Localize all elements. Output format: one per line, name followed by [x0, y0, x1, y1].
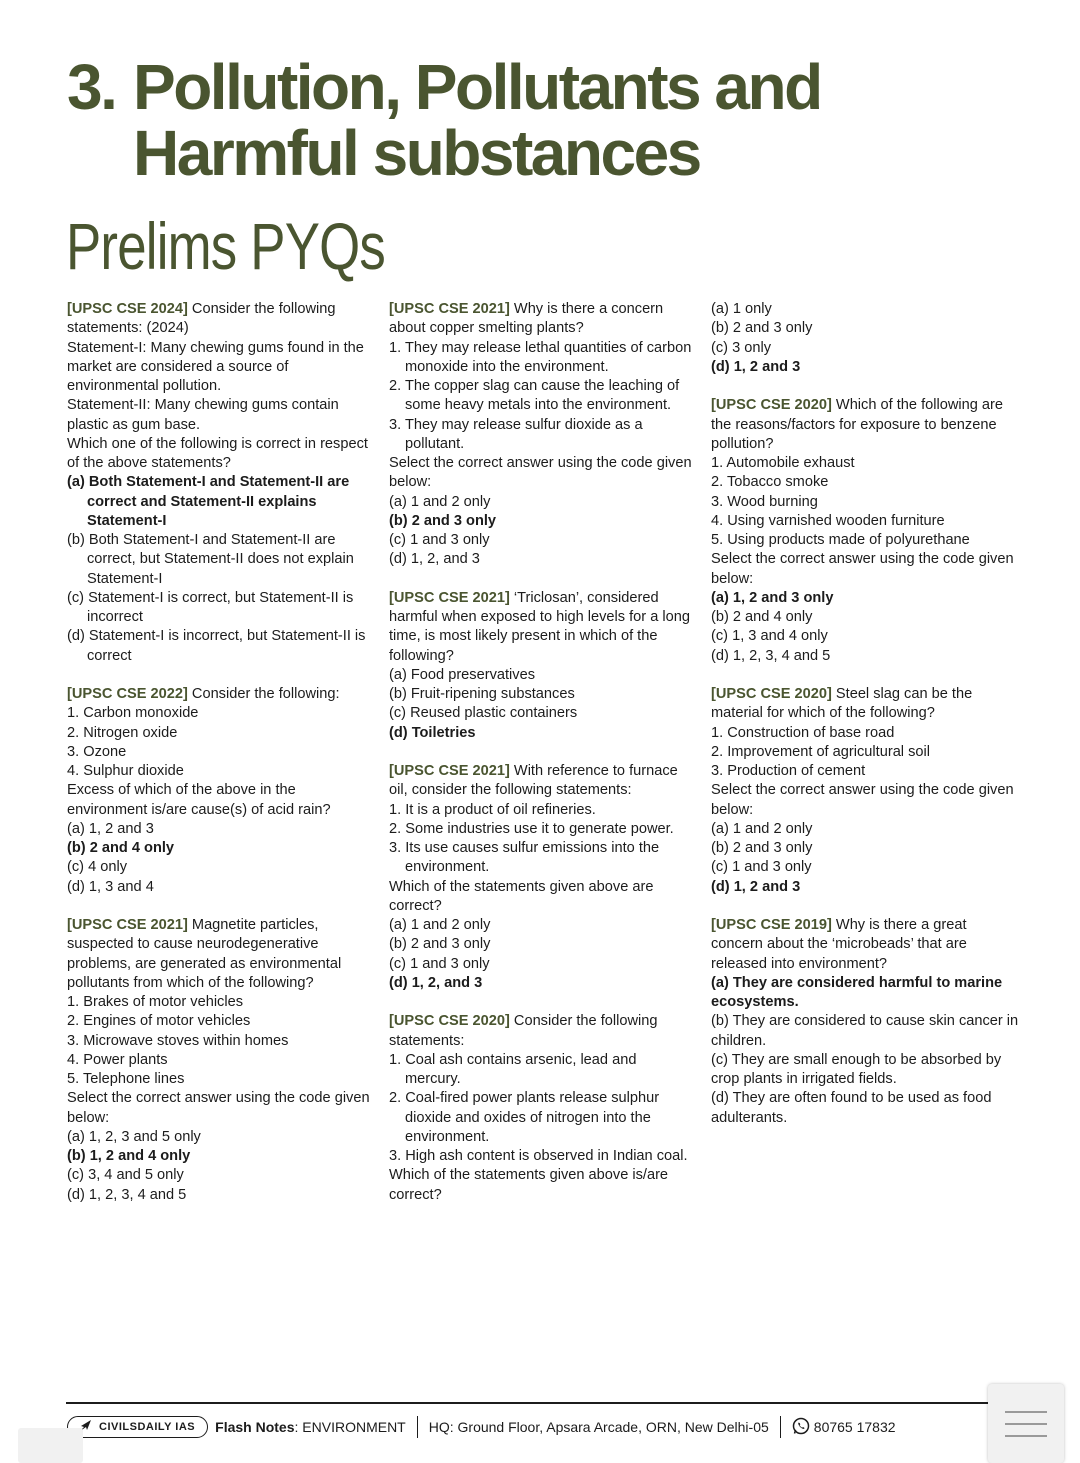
list-item: 3. Production of cement [711, 763, 866, 779]
question-ask: Excess of which of the above in the environment is/are cause(s) of acid rain? [67, 782, 331, 818]
whatsapp-icon [792, 1417, 810, 1438]
question-ask: Select the correct answer using the code given below: [67, 1090, 370, 1126]
list-item: 3. Ozone [67, 743, 127, 760]
answer-option: (c) 1, 3 and 4 only [711, 628, 828, 645]
list-item: 5. Using products made of polyurethane [711, 532, 970, 548]
question-stem: [UPSC CSE 2019] Why is there a great concern about the ‘microbeads’ that are released into environment? [711, 917, 967, 972]
question-stem: [UPSC CSE 2021] Why is there a concern about copper smelting plants? [389, 301, 664, 337]
answer-option: (c) Statement-I is correct, but Statement-II is incorrect [67, 589, 354, 625]
logo-text: CIVILSDAILY IAS [99, 1421, 196, 1433]
question-block [711, 685, 1021, 897]
question-stem: [UPSC CSE 2020] Consider the following statements: [389, 1013, 658, 1049]
question-ask: Which of the statements given above are correct? [389, 878, 654, 914]
list-item: 4. Using varnished wooden furniture [711, 512, 945, 529]
question-block [711, 396, 1021, 666]
question-block [67, 300, 372, 666]
exam-tag: [UPSC CSE 2021] [389, 589, 510, 606]
list-item: 1. Carbon monoxide [67, 705, 199, 722]
answer-option: (b) Both Statement-I and Statement-II are correct, but Statement-II does not explain Statement-I [67, 532, 354, 587]
answer-option: (c) 3, 4 and 5 only [67, 1167, 184, 1184]
list-item: 2. The copper slag can cause the leaching of some heavy metals into the environment. [389, 378, 680, 414]
footer-separator [780, 1416, 781, 1438]
statement: Statement-II: Many chewing gums contain plastic as gum base. [67, 397, 339, 433]
question-stem: [UPSC CSE 2020] Steel slag can be the material for which of the following? [711, 686, 973, 722]
footer-separator [417, 1416, 418, 1438]
answer-option: (a) Food preservatives [389, 666, 535, 683]
question-block [67, 916, 372, 1205]
answer-option: (d) 1, 2, 3, 4 and 5 [67, 1186, 187, 1203]
list-item: 3. Microwave stoves within homes [67, 1032, 289, 1049]
exam-tag: [UPSC CSE 2021] [389, 763, 510, 779]
list-item: 2. Some industries use it to generate power. [389, 820, 674, 837]
answer-option: (c) 1 and 3 only [711, 859, 812, 876]
answer-option: (d) 1, 3 and 4 [67, 878, 154, 895]
list-item: 1. It is a product of oil refineries. [389, 801, 596, 818]
answer-option-correct: (d) 1, 2, and 3 [389, 974, 483, 991]
answer-option: (b) 2 and 3 only [711, 840, 813, 856]
answer-option: (b) Fruit-ripening substances [389, 686, 575, 702]
flash-notes-label: Flash Notes [215, 1419, 295, 1435]
brand-logo [67, 1416, 208, 1438]
answer-option: (a) 1, 2 and 3 [67, 820, 154, 837]
answer-option: (c) Reused plastic containers [389, 705, 578, 722]
answer-option-correct: (a) 1, 2 and 3 only [711, 589, 834, 606]
list-item: 1. They may release lethal quantities of carbon monoxide into the environment. [389, 339, 692, 375]
list-item: 2. Coal-fired power plants release sulphur dioxide and oxides of nitrogen into the environment. [389, 1090, 660, 1145]
question-stem: [UPSC CSE 2022] Consider the following: [67, 686, 340, 702]
list-item: 2. Engines of motor vehicles [67, 1013, 251, 1030]
answer-option: (c) 1 and 3 only [389, 955, 490, 972]
column-2 [389, 300, 694, 1224]
exam-tag: [UPSC CSE 2021] [67, 917, 188, 933]
answer-option: (b) They are considered to cause skin cancer in children. [711, 1013, 1019, 1049]
answer-option: (d) 1, 2, and 3 [389, 551, 480, 568]
exam-tag: [UPSC CSE 2019] [711, 917, 832, 933]
list-item: 2. Nitrogen oxide [67, 724, 178, 741]
menu-line [1005, 1411, 1047, 1413]
question-ask: Select the correct answer using the code given below: [711, 551, 1014, 587]
answer-option: (c) They are small enough to be absorbed by crop plants in irrigated fields. [711, 1051, 1002, 1087]
answer-option-correct: (d) 1, 2 and 3 [711, 358, 801, 375]
exam-tag: [UPSC CSE 2020] [711, 686, 832, 702]
page-title [67, 51, 821, 189]
footer-divider [66, 1402, 988, 1404]
footer-address: HQ: Ground Floor, Apsara Arcade, ORN, New Delhi-05 [428, 1419, 769, 1435]
answer-option: (a) 1 and 2 only [389, 917, 491, 933]
answer-option: (b) 2 and 3 only [389, 936, 491, 953]
question-stem: [UPSC CSE 2020] Which of the following are the reasons/factors for exposure to benzene pollution? [711, 397, 1004, 452]
question-ask: Select the correct answer using the code given below: [389, 455, 692, 491]
list-item: 3. Wood burning [711, 493, 818, 510]
question-ask: Which of the statements given above is/are correct? [389, 1167, 669, 1203]
answer-option-correct: (d) Toiletries [389, 724, 476, 741]
page-corner-control[interactable] [18, 1428, 83, 1463]
answer-option: (a) 1 and 2 only [389, 493, 491, 510]
answer-option: (b) 2 and 4 only [711, 609, 813, 625]
answer-option: (a) 1, 2, 3 and 5 only [67, 1128, 201, 1145]
answer-option-correct: (b) 2 and 3 only [389, 512, 497, 529]
list-item: 1. Brakes of motor vehicles [67, 994, 244, 1010]
column-3 [711, 300, 1021, 1147]
list-item: 1. Construction of base road [711, 724, 895, 741]
exam-tag: [UPSC CSE 2024] [67, 301, 188, 317]
question-block [389, 1012, 694, 1205]
list-item: 4. Power plants [67, 1051, 168, 1068]
exam-tag: [UPSC CSE 2022] [67, 686, 188, 702]
question-stem: [UPSC CSE 2021] ‘Triclosan’, considered harmful when exposed to high levels for a long time, is most likely present in which of the following? [389, 589, 690, 664]
title-line-1: 3. Pollution, Pollutants and [67, 51, 821, 123]
footer [67, 1414, 896, 1440]
menu-button[interactable] [988, 1384, 1064, 1463]
answer-option-correct: (b) 2 and 4 only [67, 840, 175, 856]
chapter-number: 3. [67, 51, 116, 123]
list-item: 2. Improvement of agricultural soil [711, 743, 930, 760]
answer-option: (d) 1, 2, 3, 4 and 5 [711, 647, 831, 664]
answer-option: (c) 3 only [711, 339, 772, 356]
answer-option: (a) 1 only [711, 301, 772, 317]
question-block [389, 300, 694, 570]
question-block-continued [711, 300, 1021, 377]
question-block [389, 762, 694, 993]
list-item: 1. Coal ash contains arsenic, lead and mercury. [389, 1051, 637, 1087]
question-stem: [UPSC CSE 2024] Consider the following statements: (2024) [67, 301, 336, 337]
question-block [389, 589, 694, 743]
question-stem: [UPSC CSE 2021] With reference to furnace oil, consider the following statements: [389, 763, 678, 799]
answer-option-correct: (a) They are considered harmful to marine ecosystems. [711, 974, 1003, 1010]
list-item: 1. Automobile exhaust [711, 455, 855, 471]
list-item: 2. Tobacco smoke [711, 474, 829, 491]
answer-option: (c) 4 only [67, 859, 128, 876]
question-ask: Which one of the following is correct in respect of the above statements? [67, 435, 368, 471]
answer-option: (b) 2 and 3 only [711, 320, 813, 337]
answer-option: (c) 1 and 3 only [389, 532, 490, 548]
question-block [711, 916, 1021, 1128]
statement: Statement-I: Many chewing gums found in the market are considered a source of environmental pollution. [67, 339, 364, 394]
answer-option: (d) Statement-I is incorrect, but Statement-II is correct [67, 628, 366, 664]
menu-line [1005, 1423, 1047, 1425]
answer-option-correct: (b) 1, 2 and 4 only [67, 1148, 191, 1164]
list-item: 5. Telephone lines [67, 1071, 185, 1087]
menu-line [1005, 1435, 1047, 1437]
question-ask: Select the correct answer using the code given below: [711, 782, 1014, 818]
list-item: 3. They may release sulfur dioxide as a pollutant. [389, 416, 643, 452]
exam-tag: [UPSC CSE 2020] [711, 397, 832, 414]
list-item: 3. Its use causes sulfur emissions into the environment. [389, 840, 660, 876]
exam-tag: [UPSC CSE 2020] [389, 1013, 510, 1030]
question-block [67, 685, 372, 897]
answer-option: (a) 1 and 2 only [711, 820, 813, 837]
column-1 [67, 300, 372, 1224]
flash-notes-subject: : ENVIRONMENT [294, 1419, 406, 1435]
section-subtitle: Prelims PYQs [66, 209, 385, 283]
question-stem: [UPSC CSE 2021] Magnetite particles, suspected to cause neurodegenerative problems, are generated as environmental pollutants from which of the following? [67, 917, 342, 991]
footer-phone: 80765 17832 [792, 1417, 896, 1438]
answer-option-correct: (a) Both Statement-I and Statement-II are correct and Statement-II explains Statement-I [67, 474, 350, 529]
answer-option-correct: (d) 1, 2 and 3 [711, 878, 801, 895]
exam-tag: [UPSC CSE 2021] [389, 301, 510, 317]
list-item: 4. Sulphur dioxide [67, 763, 184, 779]
title-line-2: Harmful substances [133, 117, 700, 189]
answer-option: (d) They are often found to be used as food adulterants. [711, 1090, 992, 1126]
list-item: 3. High ash content is observed in Indian coal. [389, 1148, 688, 1164]
